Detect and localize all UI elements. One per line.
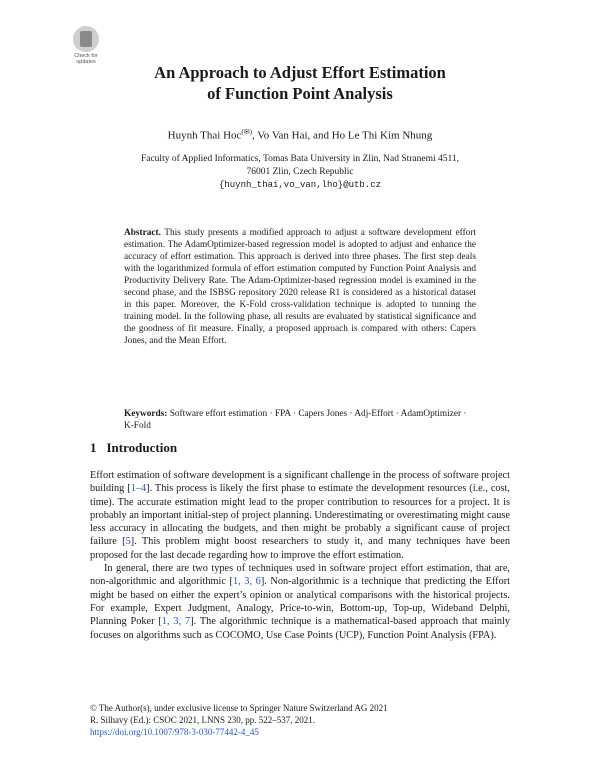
section-number: 1 [90,440,97,455]
paragraph-2: In general, there are two types of techniques used in software project effort estimation, that are, non-algorithmic and algorithmic [1, 3, 6]. Non-algorithmic is a technique that predicting the Effort might be based on either the expert’s opinion or analytical comparisons with the historical projects. For example, Expert Judgment, Analogy, Price-to-win, Bottom-up, Top-up, Wideband Delphi, Planning Poker [1, 3, 7]. The algorithmic technique is a mathematical-based approach that mainly focuses on algorithms such as COCOMO, Use Case Points (UCP), Function Point Analysis (FPA). [90,563,511,641]
citation-line: R. Silhavy (Ed.): CSOC 2021, LNNS 230, pp. 522–537, 2021. [90,715,316,725]
keywords-label: Keywords: [124,409,168,419]
first-author: Huynh Thai Hoc [167,129,242,142]
title-line-2: of Function Point Analysis [207,84,393,103]
citation-link[interactable]: 1–4 [130,483,147,495]
copyright-footer [90,702,510,738]
corresponding-author-mark: (✉) [241,128,252,136]
author-emails: {huynh_thai,vo_van,lho}@utb.cz [218,180,382,190]
section-heading [90,440,177,456]
badge-label: Check for updates [74,53,98,65]
abstract-text: This study presents a modified approach to adjust a software development effort estimation. The AdamOptimizer-based regression model is adopted to adjust and enhance the accuracy of effort estimation. This approach is derived into three phases. The first step deals with the logarithmized formula of effort estimation computed by Function Point Analysis and Productivity Delivery Rate. The Adam-Optimizer-based regression model is examined in the second phase, and the ISBSG repository 2020 release R1 is considered as a historical dataset in this paper. Moreover, the K-Fold cross-validation technique is adopted to tunning the training model. In the following phase, all results are evaluated by statistical significance and the goodness of fit measure. Finally, a proposed approach is compared with others: Capers Jones, and the Mean Effort. [124,228,476,346]
abstract-label: Abstract. [124,228,161,238]
author-list [90,128,510,142]
section-title: Introduction [106,440,178,455]
introduction-body [90,469,510,642]
check-for-updates-badge[interactable] [68,26,104,64]
paper-title [90,62,510,104]
citation-link[interactable]: 1, 3, 7 [161,616,191,628]
check-for-updates-icon [73,26,99,52]
other-authors: , Vo Van Hai, and Ho Le Thi Kim Nhung [251,129,433,142]
affiliation-line-2: 76001 Zlin, Czech Republic [246,167,354,177]
paragraph-1: Effort estimation of software development is a significant challenge in the process of software project building [1–4]. This process is likely the first phase to estimate the development resources (i.e., cost, time). The accurate estimation might lead to the proper contribution to resources for a project. It is probably an important initial-step of project planning. Underestimating or overestimating might cause less accuracy in allocating the budgets, and then might be probably a significant cause of project failure [5]. This problem might boost researchers to study it, and many techniques have been proposed for the last decade regarding how to improve the effort estimation. [90,470,510,561]
doi-link[interactable]: https://doi.org/10.1007/978-3-030-77442-4_45 [90,727,259,737]
keywords-text: Software effort estimation · FPA · Capers Jones · Adj-Effort · AdamOptimizer · K-Fold [124,409,467,431]
copyright-line: © The Author(s), under exclusive license to Springer Nature Switzerland AG 2021 [90,703,388,713]
affiliation [90,153,510,192]
keywords [124,408,476,432]
affiliation-line-1: Faculty of Applied Informatics, Tomas Bata University in Zlin, Nad Stranemi 4511, [140,154,460,164]
title-line-1: An Approach to Adjust Effort Estimation [154,63,446,82]
citation-link[interactable]: 1, 3, 6 [232,576,261,588]
abstract [124,227,476,347]
citation-link[interactable]: 5 [125,536,131,548]
